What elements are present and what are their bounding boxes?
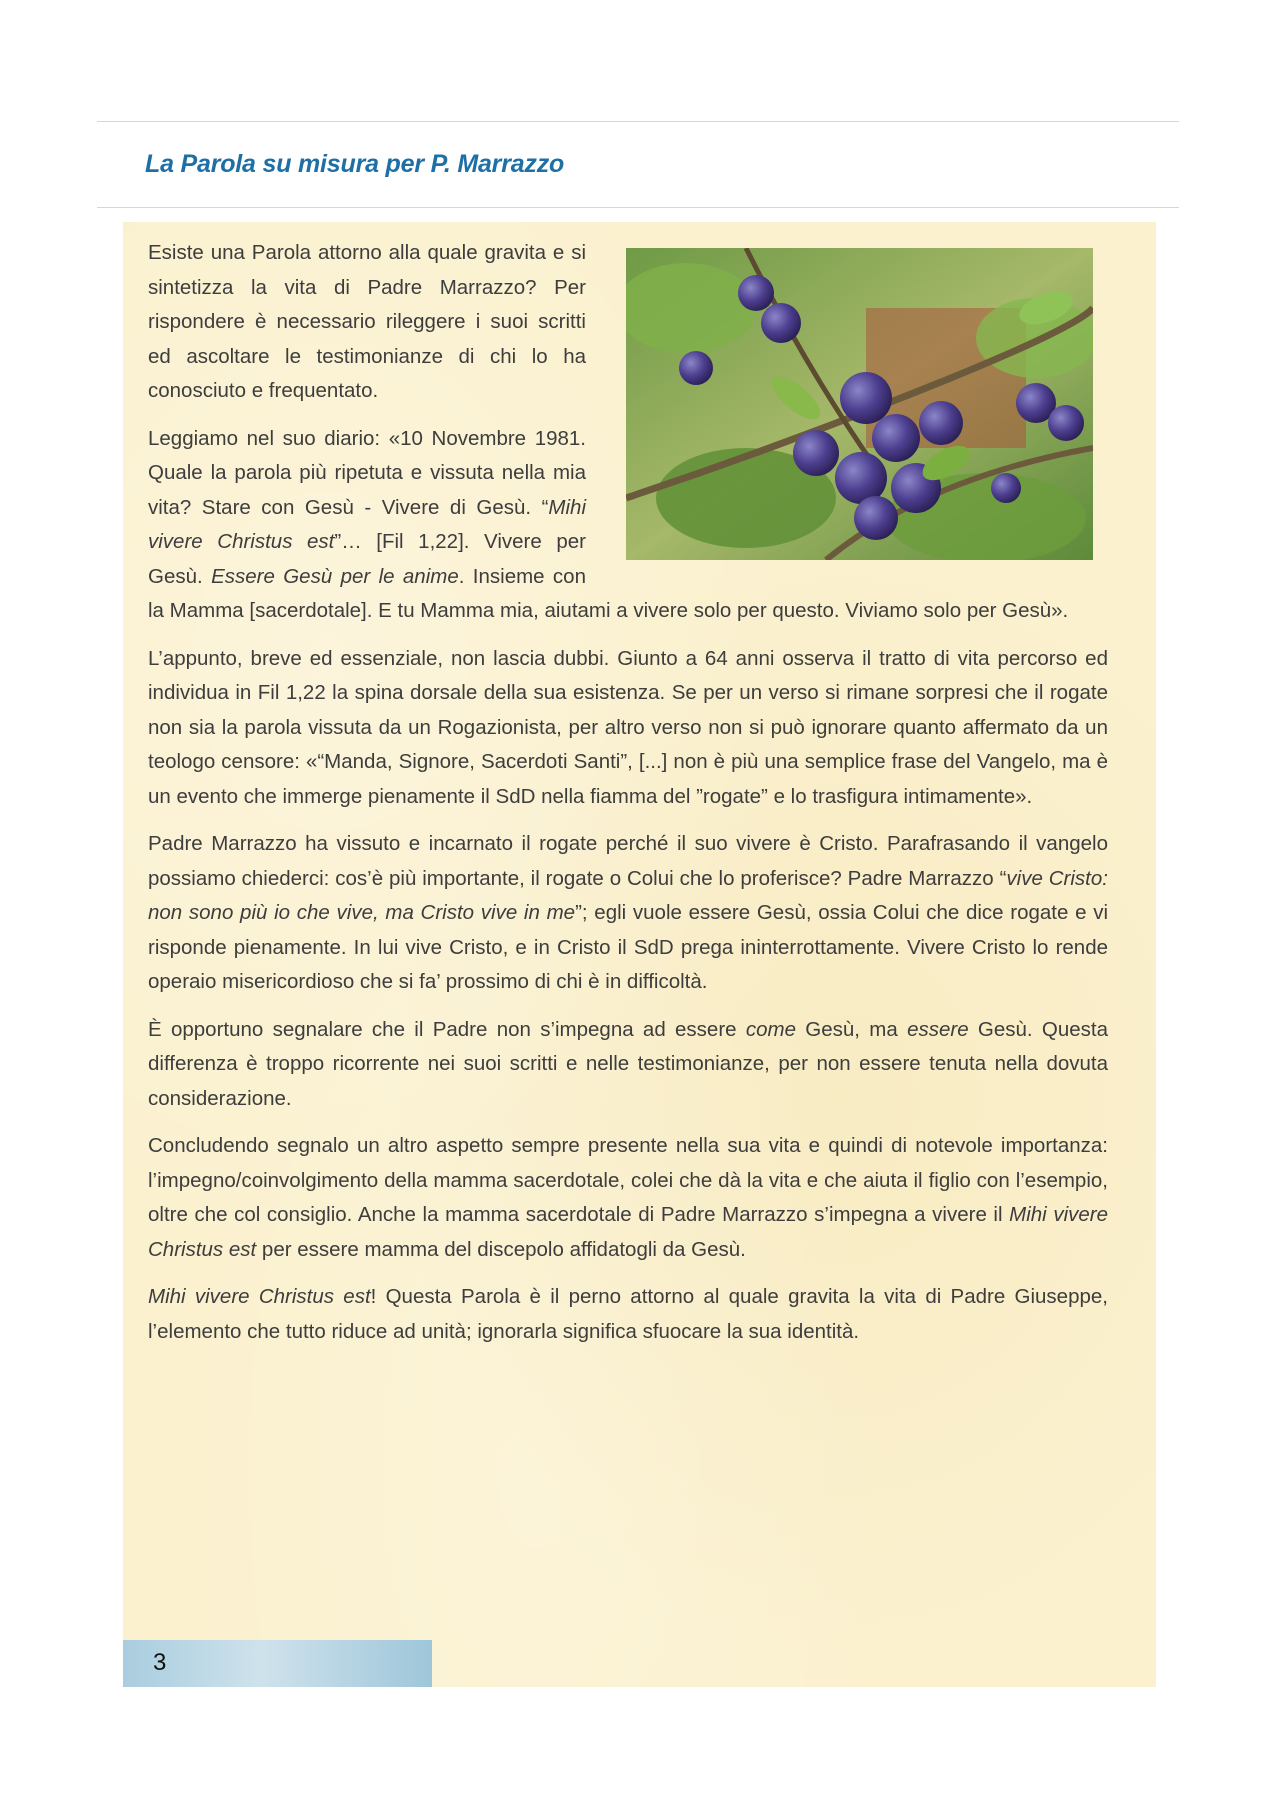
- page-title: La Parola su misura per P. Marrazzo: [145, 150, 565, 178]
- article-body: [148, 236, 1108, 1362]
- page-number: 3: [153, 1649, 167, 1676]
- paragraph-2: Leggiamo nel suo diario: «10 Novembre 1981. Quale la parola più ripetuta e vissuta nella mia vita? Stare con Gesù - Vivere di Gesù. “Mihi vivere Christus est”… [Fil 1,22]. Vivere per Gesù. Essere Gesù per le anime. Insieme con la Mamma [sacerdotale]. E tu Mamma mia, aiutami a vivere solo per questo. Viviamo solo per Gesù».: [148, 426, 1069, 622]
- paragraph-4: Padre Marrazzo ha vissuto e incarnato il rogate perché il suo vivere è Cristo. Parafrasando il vangelo possiamo chiederci: cos’è più importante, il rogate o Colui che lo proferisce? Padre Marrazzo “vive Cristo: non sono più io che vive, ma Cristo vive in me”; egli vuole essere Gesù, ossia Colui che dice rogate e vi risponde pienamente. In lui vive Cristo, e in Cristo il SdD prega ininterrottamente. Vivere Cristo lo rende operaio misericordioso che si fa’ prossimo di chi è in difficoltà.: [148, 832, 1108, 993]
- page-number-bar: [123, 1640, 432, 1687]
- header-bottom-rule: [97, 207, 1179, 208]
- plums-photo: [626, 248, 1093, 560]
- paragraph-1: Esiste una Parola attorno alla quale gravita e si sintetizza la vita di Padre Marrazzo? Per rispondere è necessario rileggere i suoi scritti ed ascoltare le testimonianze di chi lo ha conosciuto e frequentato.: [148, 241, 586, 402]
- paragraph-6: Concludendo segnalo un altro aspetto sempre presente nella sua vita e quindi di notevole importanza: l’impegno/coinvolgimento della mamma sacerdotale, colei che dà la vita e che aiuta il figlio con l’esempio, oltre che col consiglio. Anche la mamma sacerdotale di Padre Marrazzo s’impegna a vivere il Mihi vivere Christus est per essere mamma del discepolo affidatogli da Gesù.: [148, 1134, 1108, 1261]
- paragraph-5: È opportuno segnalare che il Padre non s’impegna ad essere come Gesù, ma essere Gesù. Questa differenza è troppo ricorrente nei suoi scritti e nelle testimonianze, per non essere tenuta nella dovuta considerazione.: [148, 1017, 1108, 1110]
- header-top-rule: [97, 121, 1179, 122]
- paragraph-3: L’appunto, breve ed essenziale, non lascia dubbi. Giunto a 64 anni osserva il tratto di vita percorso ed individua in Fil 1,22 la spina dorsale della sua esistenza. Se per un verso si rimane sorpresi che il rogate non sia la parola vissuta da un Rogazionista, per altro verso non si può ignorare quanto affermato da un teologo censore: «“Manda, Signore, Sacerdoti Santi”, [...] non è più una semplice frase del Vangelo, ma è un evento che immerge pienamente il SdD nella fiamma del ”rogate” e lo trasfigura intimamente».: [148, 646, 1108, 808]
- paragraph-7: Mihi vivere Christus est! Questa Parola è il perno attorno al quale gravita la vita di Padre Giuseppe, l’elemento che tutto riduce ad unità; ignorarla significa sfuocare la sua identità.: [148, 1285, 1108, 1343]
